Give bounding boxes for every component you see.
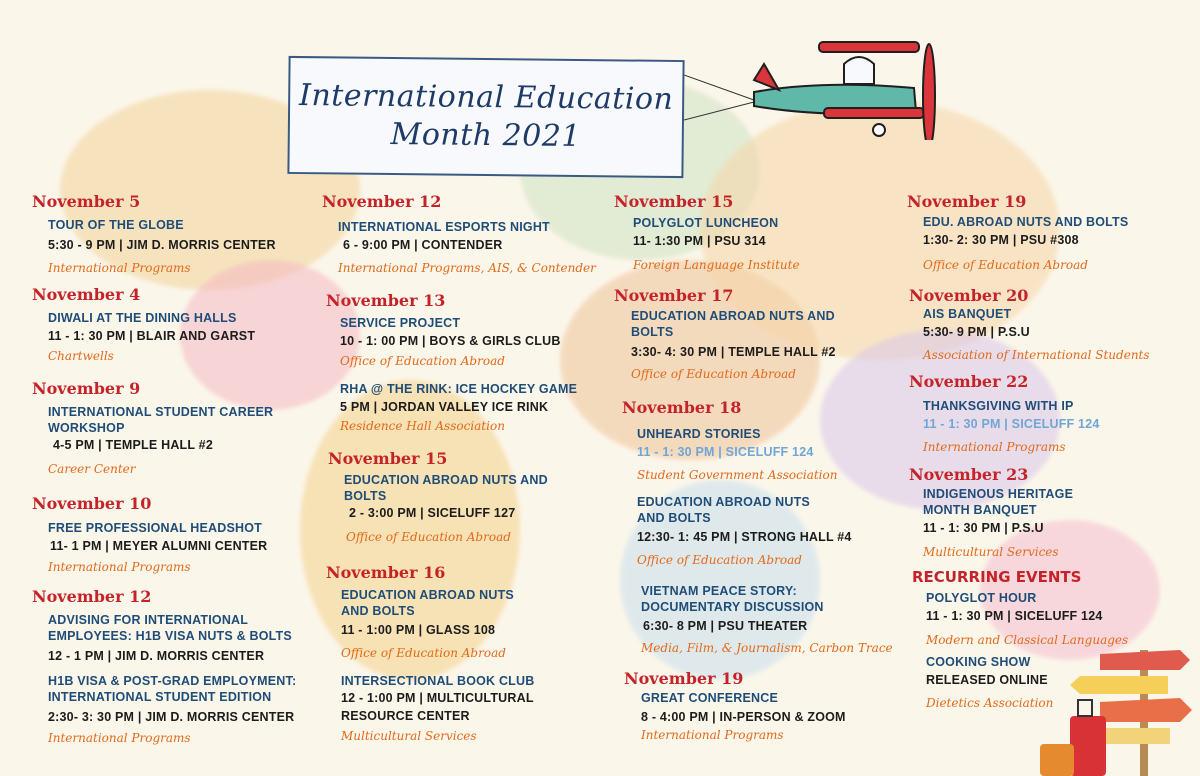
event-organizer: Media, Film, & Journalism, Carbon Trace xyxy=(641,641,893,655)
event-organizer: Multicultural Services xyxy=(341,729,477,743)
event-time: 5:30 - 9 PM | JIM D. MORRIS CENTER xyxy=(48,238,276,252)
event-title: COOKING SHOW xyxy=(926,655,1031,669)
event-organizer: Student Government Association xyxy=(637,468,838,482)
event-date: November 19 xyxy=(624,669,744,688)
title-line-2: Month 2021 xyxy=(390,117,582,154)
event-time: 4-5 PM | TEMPLE HALL #2 xyxy=(53,438,213,452)
event-organizer: International Programs, AIS, & Contender xyxy=(338,261,596,275)
event-time: 11 - 1: 30 PM | SICELUFF 124 xyxy=(926,609,1103,623)
event-date: November 15 xyxy=(614,192,734,211)
event-date: November 17 xyxy=(614,286,734,305)
event-title: AIS BANQUET xyxy=(923,307,1012,321)
event-title: SERVICE PROJECT xyxy=(340,316,461,330)
event-organizer: Office of Education Abroad xyxy=(340,354,505,368)
event-organizer: Modern and Classical Languages xyxy=(926,633,1129,647)
event-title: EDUCATION ABROAD NUTS AND BOLTS xyxy=(344,473,548,503)
event-organizer: International Programs xyxy=(641,728,784,742)
event-organizer: Residence Hall Association xyxy=(340,419,505,433)
title-banner xyxy=(287,56,684,178)
event-organizer: Office of Education Abroad xyxy=(341,646,506,660)
event-organizer: International Programs xyxy=(48,261,191,275)
event-time: 12 - 1:00 PM | MULTICULTURAL xyxy=(341,691,534,705)
event-organizer: Multicultural Services xyxy=(923,545,1059,559)
event-title: RHA @ THE RINK: ICE HOCKEY GAME xyxy=(340,382,578,396)
event-organizer: Chartwells xyxy=(48,349,114,363)
event-time: 8 - 4:00 PM | IN-PERSON & ZOOM xyxy=(641,710,846,724)
event-title: EDUCATION ABROAD NUTS AND BOLTS xyxy=(631,309,835,339)
event-date: November 18 xyxy=(622,398,742,417)
event-organizer: Association of International Students xyxy=(923,348,1150,362)
event-time: 12:30- 1: 45 PM | STRONG HALL #4 xyxy=(637,530,852,544)
event-organizer: International Programs xyxy=(48,731,191,745)
event-time-line-2: RESOURCE CENTER xyxy=(341,709,470,723)
event-date: November 23 xyxy=(909,465,1029,484)
event-time: 11 - 1: 30 PM | SICELUFF 124 xyxy=(923,417,1100,431)
event-date: November 9 xyxy=(32,379,141,398)
event-title: DIWALI AT THE DINING HALLS xyxy=(48,311,237,325)
event-title: UNHEARD STORIES xyxy=(637,427,761,441)
event-date: November 15 xyxy=(328,449,448,468)
event-title: VIETNAM PEACE STORY: DOCUMENTARY DISCUSSION xyxy=(641,584,824,614)
event-date: November 5 xyxy=(32,192,141,211)
event-title: GREAT CONFERENCE xyxy=(641,691,779,705)
event-title: INTERSECTIONAL BOOK CLUB xyxy=(341,674,535,688)
event-organizer: Career Center xyxy=(48,462,136,476)
event-time: 2 - 3:00 PM | SICELUFF 127 xyxy=(349,506,516,520)
recurring-events-heading: RECURRING EVENTS xyxy=(912,568,1082,586)
event-time: 11 - 1: 30 PM | BLAIR AND GARST xyxy=(48,329,256,343)
event-organizer: Office of Education Abroad xyxy=(923,258,1088,272)
event-title: H1B VISA & POST-GRAD EMPLOYMENT: INTERNATIONAL STUDENT EDITION xyxy=(48,674,297,704)
event-title: POLYGLOT LUNCHEON xyxy=(633,216,779,230)
event-organizer: Office of Education Abroad xyxy=(631,367,796,381)
event-time: 11 - 1: 30 PM | SICELUFF 124 xyxy=(637,445,814,459)
event-title: THANKSGIVING WITH IP xyxy=(923,399,1074,413)
event-time: RELEASED ONLINE xyxy=(926,673,1048,687)
event-time: 11- 1:30 PM | PSU 314 xyxy=(633,234,766,248)
event-time: 10 - 1: 00 PM | BOYS & GIRLS CLUB xyxy=(340,334,561,348)
event-organizer: Foreign Language Institute xyxy=(633,258,800,272)
event-title: INDIGENOUS HERITAGE MONTH BANQUET xyxy=(923,487,1074,517)
event-date: November 22 xyxy=(909,372,1029,391)
event-date: November 12 xyxy=(32,587,152,606)
event-date: November 13 xyxy=(326,291,446,310)
event-title: POLYGLOT HOUR xyxy=(926,591,1037,605)
event-time: 11- 1 PM | MEYER ALUMNI CENTER xyxy=(50,539,268,553)
event-time: 11 - 1:00 PM | GLASS 108 xyxy=(341,623,496,637)
event-date: November 20 xyxy=(909,286,1029,305)
event-date: November 4 xyxy=(32,285,141,304)
event-title: TOUR OF THE GLOBE xyxy=(48,218,184,232)
signpost-luggage-illustration xyxy=(1030,640,1200,776)
event-time: 11 - 1: 30 PM | P.S.U xyxy=(923,521,1044,535)
event-time: 5:30- 9 PM | P.S.U xyxy=(923,325,1030,339)
event-organizer: International Programs xyxy=(48,560,191,574)
event-title: ADVISING FOR INTERNATIONAL EMPLOYEES: H1B VISA NUTS & BOLTS xyxy=(48,613,292,643)
event-time: 1:30- 2: 30 PM | PSU #308 xyxy=(923,233,1079,247)
event-organizer: Dietetics Association xyxy=(926,696,1054,710)
event-time: 12 - 1 PM | JIM D. MORRIS CENTER xyxy=(48,649,265,663)
title-line-1: International Education xyxy=(298,78,674,117)
event-title: EDU. ABROAD NUTS AND BOLTS xyxy=(923,215,1129,229)
event-organizer: Office of Education Abroad xyxy=(637,553,802,567)
event-title: INTERNATIONAL STUDENT CAREER WORKSHOP xyxy=(48,405,274,435)
event-title: INTERNATIONAL ESPORTS NIGHT xyxy=(338,220,550,234)
event-title: EDUCATION ABROAD NUTS AND BOLTS xyxy=(637,495,810,525)
event-time: 5 PM | JORDAN VALLEY ICE RINK xyxy=(340,400,549,414)
event-date: November 10 xyxy=(32,494,152,513)
event-time: 2:30- 3: 30 PM | JIM D. MORRIS CENTER xyxy=(48,710,295,724)
event-date: November 16 xyxy=(326,563,446,582)
event-time: 3:30- 4: 30 PM | TEMPLE HALL #2 xyxy=(631,345,836,359)
event-organizer: Office of Education Abroad xyxy=(346,530,511,544)
airplane-illustration xyxy=(684,20,954,140)
event-title: FREE PROFESSIONAL HEADSHOT xyxy=(48,521,263,535)
event-date: November 12 xyxy=(322,192,442,211)
event-date: November 19 xyxy=(907,192,1027,211)
event-title: EDUCATION ABROAD NUTS AND BOLTS xyxy=(341,588,514,618)
event-organizer: International Programs xyxy=(923,440,1066,454)
event-time: 6 - 9:00 PM | CONTENDER xyxy=(343,238,503,252)
event-time: 6:30- 8 PM | PSU THEATER xyxy=(643,619,808,633)
